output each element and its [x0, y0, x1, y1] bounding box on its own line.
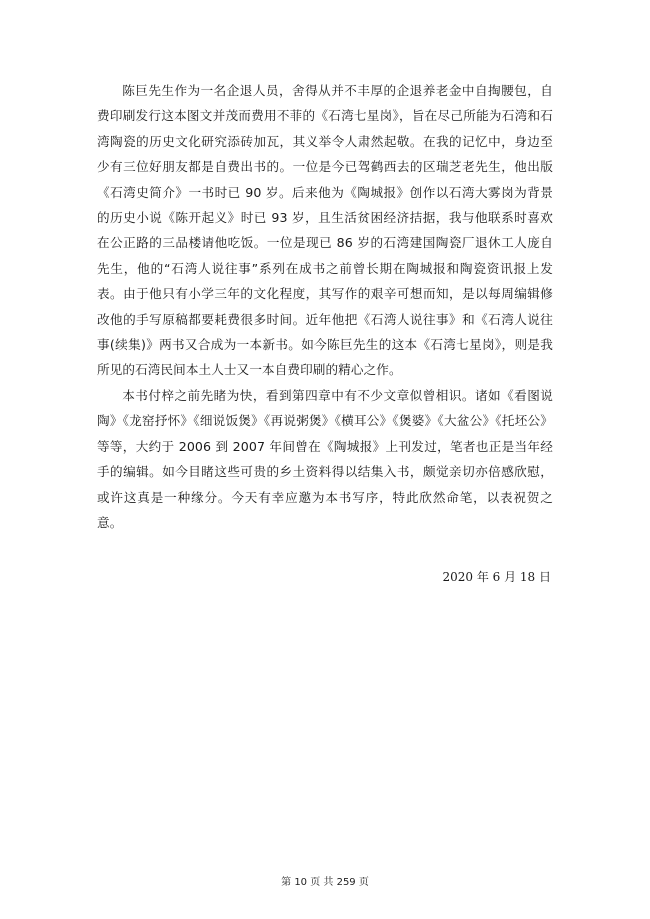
page-footer: 第 10 页 共 259 页 — [281, 877, 369, 888]
preface-body — [97, 78, 553, 535]
paragraph-1: 陈巨先生作为一名企退人员，舍得从并不丰厚的企退养老金中自掏腰包，自费印刷发行这本图文并茂而费用不菲的《石湾七星岗》，旨在尽己所能为石湾和石湾陶瓷的历史文化研究添砖加瓦，其义举令人肃然起敬。在我的记忆中，身边至少有三位好朋友都是自费出书的。一位是今已驾鹤西去的区瑞芝老先生，他出版《石湾史简介》一书时已 90 岁。后来他为《陶城报》创作以石湾大雾岗为背景的历史小说《陈开起义》时已 93 岁，且生活贫困经济拮据，我与他联系时喜欢在公正路的三品楼请他吃饭。一位是现已 86 岁的石湾建国陶瓷厂退休工人庞自先生，他的“石湾人说往事”系列在成书之前曾长期在陶城报和陶瓷资讯报上发表。由于他只有小学三年的文化程度，其写作的艰辛可想而知，是以每周编辑修改他的手写原稿都要耗费很多时间。近年他把《石湾人说往事》和《石湾人说往事(续集)》两书又合成为一本新书。如今陈巨先生的这本《石湾七星岗》，则是我所见的石湾民间本土人士又一本自费印刷的精心之作。 — [97, 83, 553, 378]
signature-date: 2020 年 6 月 18 日 — [442, 570, 551, 584]
paragraph-2: 本书付梓之前先睹为快，看到第四章中有不少文章似曾相识。诸如《看图说陶》《龙窑抒怀》《细说饭煲》《再说粥煲》《横耳公》《煲婆》《大盆公》《托坯公》等等，大约于 2006 到 2007 年间曾在《陶城报》上刊发过，笔者也正是当年经手的编辑。如今目睹这些可贵的乡土资料得以结集入书，颇觉亲切亦倍感欣慰，或许这真是一种缘分。今天有幸应邀为本书写序，特此欣然命笔，以表祝贺之意。 — [97, 387, 553, 530]
